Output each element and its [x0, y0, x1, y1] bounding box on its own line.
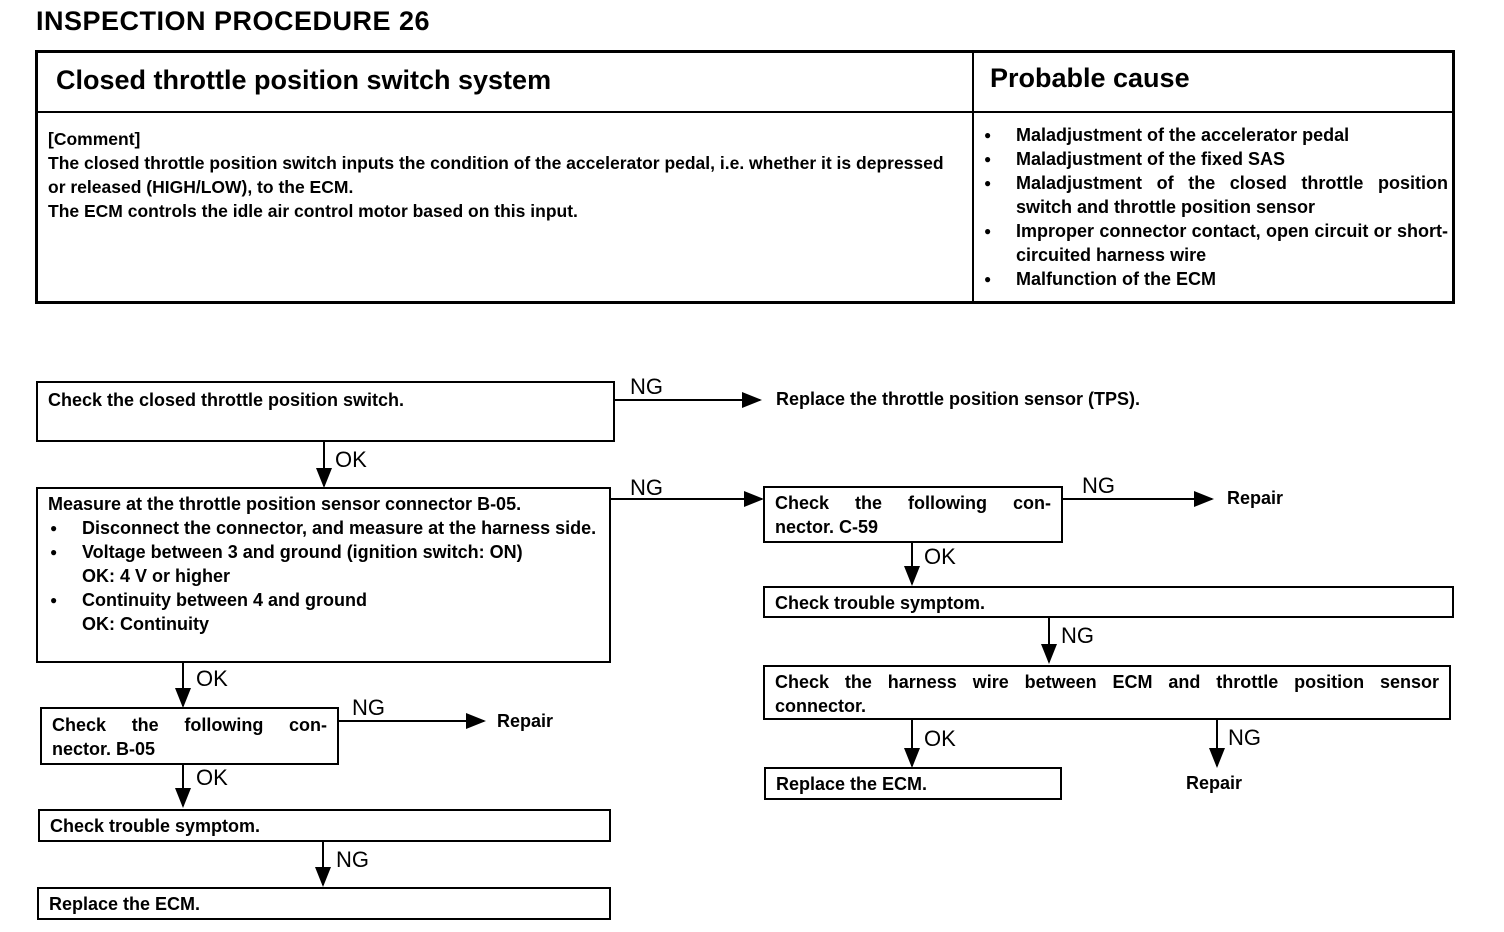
ng-label: NG — [630, 475, 663, 500]
step-replace-ecm-right — [764, 767, 1062, 800]
step-text: Check the closed throttle position switch. — [48, 390, 405, 410]
step-check-harness-wire — [763, 665, 1451, 720]
cause-item: ● Maladjustment of the accelerator pedal — [982, 123, 1448, 147]
step-bullets — [48, 516, 599, 636]
step-text: nector. C-59 — [775, 517, 879, 537]
step-text: Replace the ECM. — [49, 894, 201, 914]
step-check-trouble-symptom — [38, 809, 611, 842]
ng-label: NG — [1082, 473, 1115, 498]
cause-item: ● Malfunction of the ECM — [982, 267, 1448, 291]
step-text: Check the following con- — [52, 715, 327, 735]
ok-label: OK — [335, 447, 367, 472]
step-text: Check trouble symptom. — [775, 593, 986, 613]
cause-item: ● Maladjustment of the closed throttle position switch and throttle position sensor — [982, 171, 1448, 219]
step-text: Replace the ECM. — [776, 774, 928, 794]
ng-label: NG — [630, 374, 663, 399]
step-text: connector. — [775, 696, 867, 716]
bullet-item: ● Disconnect the connector, and measure at the harness side. — [48, 516, 599, 540]
step-check-connector-b05 — [40, 707, 339, 765]
action-repair: Repair — [1186, 773, 1243, 793]
step-text: nector. B-05 — [52, 739, 156, 759]
ok-label: OK — [924, 726, 956, 751]
step-measure-tps-connector — [36, 487, 611, 663]
page-title: INSPECTION PROCEDURE 26 — [36, 6, 431, 36]
action-repair: Repair — [1227, 488, 1284, 508]
step-check-connector-c59 — [763, 486, 1063, 543]
ng-label: NG — [352, 695, 385, 720]
ok-label: OK — [196, 765, 228, 790]
ng-label: NG — [1061, 623, 1094, 648]
probable-cause-title: Probable cause — [990, 63, 1190, 93]
ok-label: OK — [196, 666, 228, 691]
comment-text: [Comment] The closed throttle position switch inputs the condition of the accelerator pedal, i.e. whether it is depressed or released (HIGH/LOW), to the ECM. The ECM controls the idle air control motor based on this input. — [48, 129, 944, 221]
cause-item: ● Maladjustment of the fixed SAS — [982, 147, 1448, 171]
step-text: Check the following con- — [775, 493, 1051, 513]
cause-item: ● Improper connector contact, open circuit or short-circuited harness wire — [982, 219, 1448, 267]
bullet-item: ● Continuity between 4 and ground OK: Continuity — [48, 588, 599, 636]
step-check-trouble-symptom-right — [763, 586, 1454, 618]
system-title: Closed throttle position switch system — [56, 65, 552, 95]
step-text: Measure at the throttle position sensor connector B-05. — [48, 494, 522, 514]
step-text: Check the harness wire between ECM and throttle position sensor — [775, 672, 1439, 692]
action-repair: Repair — [497, 711, 554, 731]
ng-label: NG — [336, 847, 369, 872]
bullet-item: ● Voltage between 3 and ground (ignition switch: ON) OK: 4 V or higher — [48, 540, 599, 588]
step-replace-ecm — [37, 887, 611, 920]
ok-label: OK — [924, 544, 956, 569]
ng-label: NG — [1228, 725, 1261, 750]
action-replace-tps: Replace the throttle position sensor (TPS). — [776, 389, 1141, 409]
step-text: Check trouble symptom. — [50, 816, 261, 836]
step-check-closed-throttle-switch — [36, 381, 615, 442]
